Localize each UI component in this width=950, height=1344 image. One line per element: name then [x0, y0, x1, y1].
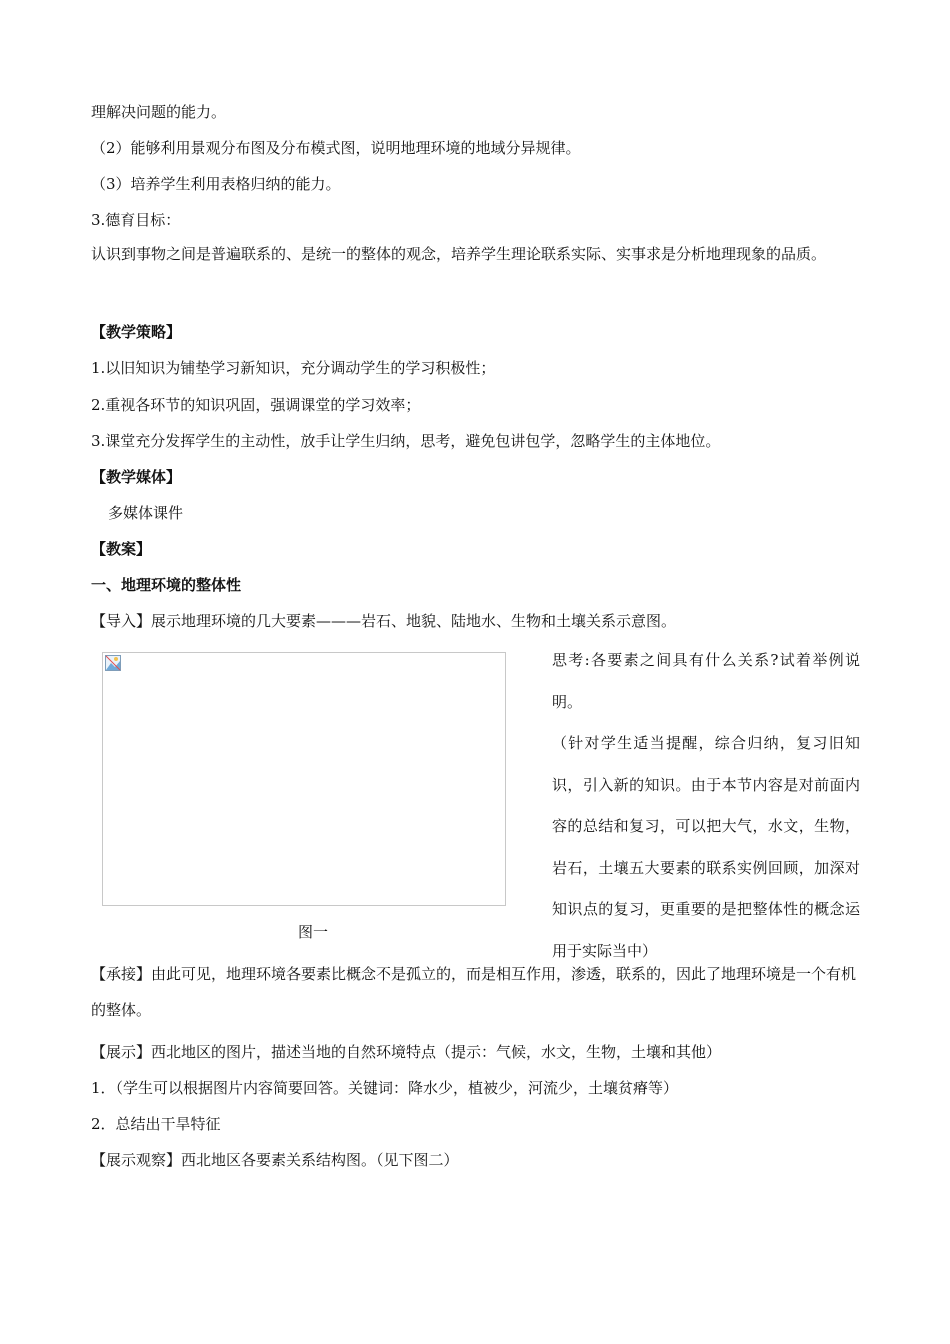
strategy-item-2: 2.重视各环节的知识巩固，强调课堂的学习效率；: [91, 396, 421, 414]
objective-line-end: 理解决问题的能力。: [91, 103, 227, 121]
show-paragraph: 【展示】西北地区的图片，描述当地的自然环境特点（提示：气候，水文，生物，土壤和其他）: [91, 1043, 722, 1061]
objective-2: （2）能够利用景观分布图及分布模式图，说明地理环境的地域分异规律。: [91, 139, 581, 157]
figure-1-caption: 图一: [298, 923, 329, 941]
list-item-1: 1．（学生可以根据图片内容简要回答。关键词：降水少，植被少，河流少，土壤贫瘠等）: [91, 1079, 679, 1097]
objective-3: （3）培养学生利用表格归纳的能力。: [91, 175, 341, 193]
teacher-hint: （针对学生适当提醒，综合归纳，复习旧知识，引入新的知识。由于本节内容是对前面内容的总结和复习，可以把大气，水文，生物，岩石，土壤五大要素的联系实例回顾，加深对知识点的复习，更重要的是把整体性的概念运用于实际当中）: [552, 734, 860, 960]
teaching-strategy-heading: 【教学策略】: [91, 323, 182, 341]
figure-side-text: [552, 640, 860, 972]
teaching-media-heading: 【教学媒体】: [91, 468, 182, 486]
broken-image-icon: [105, 655, 121, 671]
list-item-2: 2．总结出干旱特征: [91, 1115, 221, 1133]
moral-objective-heading: 3.德育目标：: [91, 211, 181, 229]
teaching-media-text: 多媒体课件: [108, 504, 184, 522]
figure-1-image: [102, 652, 506, 906]
think-question: 思考:各要素之间具有什么关系?试着举例说明。: [552, 651, 860, 711]
observe-paragraph: 【展示观察】西北地区各要素关系结构图。（见下图二）: [91, 1151, 459, 1169]
intro-paragraph: 【导入】展示地理环境的几大要素———岩石、地貌、陆地水、生物和土壤关系示意图。: [91, 612, 677, 630]
strategy-item-1: 1.以旧知识为铺垫学习新知识，充分调动学生的学习积极性；: [91, 359, 496, 377]
strategy-item-3: 3.课堂充分发挥学生的主动性，放手让学生归纳，思考，避免包讲包学，忽略学生的主体地位。: [91, 432, 721, 450]
continue-paragraph: 【承接】由此可见，地理环境各要素比概念不是孤立的，而是相互作用，渗透，联系的，因此了地理环境是一个有机的整体。: [91, 965, 857, 1019]
moral-objective-text: 认识到事物之间是普遍联系的、是统一的整体的观念，培养学生理论联系实际、实事求是分析地理现象的品质。: [91, 245, 827, 263]
section-1-heading: 一、地理环境的整体性: [91, 576, 242, 594]
lesson-plan-heading: 【教案】: [91, 540, 152, 558]
